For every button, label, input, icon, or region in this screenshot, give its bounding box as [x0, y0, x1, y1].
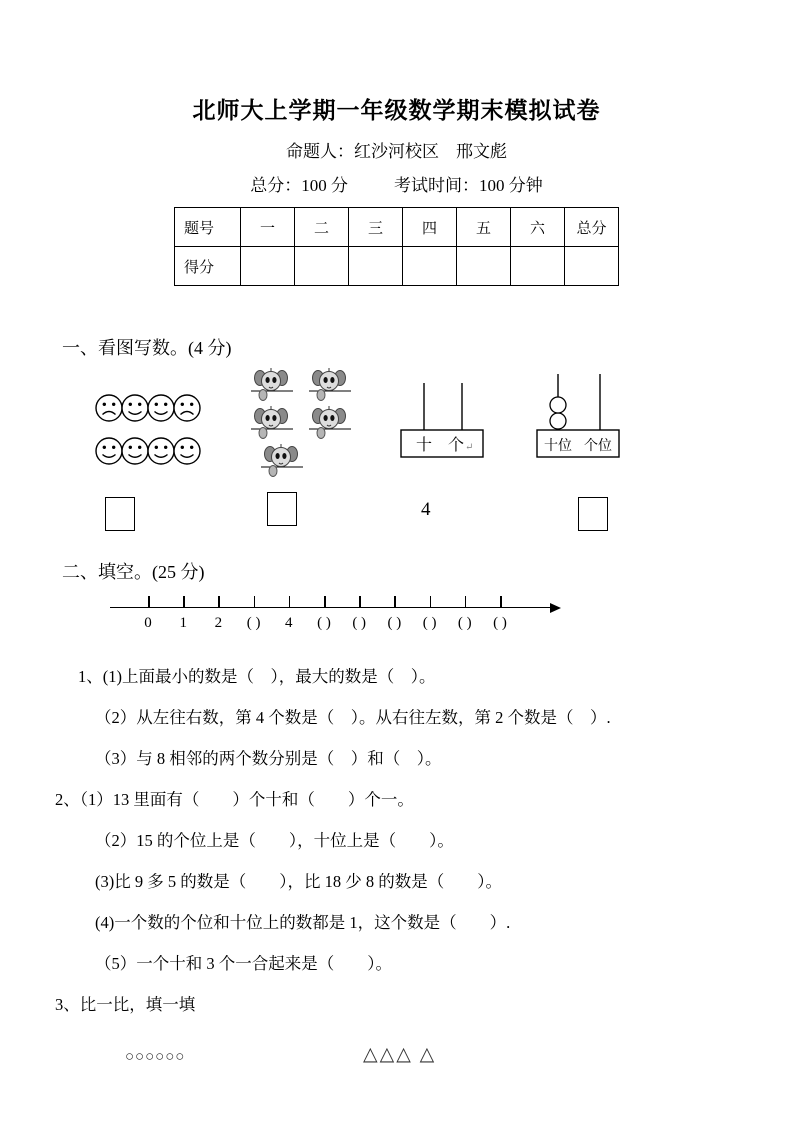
smiley-row [94, 436, 198, 466]
question-number-header: 题号 [175, 208, 241, 247]
number-line-label: ( ) [352, 615, 367, 631]
number-line-label: ( ) [387, 615, 402, 631]
score-row-label: 得分 [175, 247, 241, 286]
answer-box [267, 492, 297, 526]
fill-blank-question: （2）15 的个位上是（ ），十位上是（ ）。 [95, 831, 454, 850]
section-header-cell: 六 [511, 208, 565, 247]
tick-mark [148, 596, 150, 608]
page-title: 北师大上学期一年级数学期末模拟试卷 [192, 98, 601, 123]
number-line-label: ( ) [246, 615, 261, 631]
compare-shapes-row [0, 1041, 793, 1077]
score-cell-empty [403, 247, 457, 286]
number-line-label: 2 [214, 615, 223, 631]
number-line-label: 4 [285, 615, 293, 631]
number-line-label: ( ) [457, 615, 472, 631]
puppy-row [260, 444, 366, 478]
arrow-right-icon [550, 603, 561, 613]
smiley-row [94, 393, 198, 423]
tens-label: 十 [415, 437, 433, 454]
tick-mark [324, 596, 326, 608]
frown-face-icon [172, 393, 202, 423]
section-header-cell: 总分 [565, 208, 619, 247]
puppy-icon [250, 406, 294, 440]
score-cell-empty [349, 247, 403, 286]
score-table [174, 207, 619, 286]
fill-blank-question: （3）与 8 相邻的两个数分别是（ ）和（ ）。 [95, 749, 442, 768]
smile-face-icon [172, 436, 202, 466]
triangles-group: △△△ △ [363, 1044, 437, 1065]
puppy-icon [250, 368, 294, 402]
fill-in-blank-questions [0, 656, 793, 984]
section-header-cell: 五 [457, 208, 511, 247]
number-line-label: ( ) [493, 615, 507, 631]
fill-blank-question: （2）从左往右数，第 4 个数是（ ）。从右往左数，第 2 个数是（ ）. [95, 708, 611, 727]
tick-mark [359, 596, 361, 608]
section-header-cell: 二 [295, 208, 349, 247]
score-cell-empty [295, 247, 349, 286]
exam-setter-line: 命题人：红沙河校区 邢文彪 [286, 142, 507, 161]
bead-icon [550, 413, 566, 429]
fill-blank-question: （5）一个十和 3 个一合起来是（ ）。 [95, 954, 392, 973]
question3-text: 3、比一比，填一填 [55, 995, 196, 1014]
section1-heading: 一、看图写数。(4 分) [62, 338, 232, 358]
section-header-cell: 一 [241, 208, 295, 247]
puppies-group [250, 368, 366, 482]
number-line-label: 0 [144, 615, 152, 631]
score-cell-empty [565, 247, 619, 286]
return-mark-icon: ↵ [465, 442, 474, 453]
number-line-label: 1 [179, 615, 187, 631]
tick-mark [500, 596, 502, 608]
count-the-pictures-figures [0, 366, 793, 558]
tick-mark [289, 596, 291, 608]
score-cell-empty [511, 247, 565, 286]
tick-mark [218, 596, 220, 608]
tick-mark [394, 596, 396, 608]
fill-blank-question: 1、(1)上面最小的数是（ ），最大的数是（ ）。 [78, 667, 436, 686]
tick-mark [430, 596, 432, 608]
section-header-cell: 三 [349, 208, 403, 247]
answer-box [578, 497, 608, 531]
score-cell-empty [457, 247, 511, 286]
tick-mark [183, 596, 185, 608]
circles-group: ○○○○○○ [125, 1049, 186, 1065]
number-line-label: ( ) [317, 615, 331, 631]
fill-blank-question: (4)一个数的个位和十位上的数都是 1，这个数是（ ）. [95, 913, 511, 932]
bead-icon [550, 397, 566, 413]
given-number: 4 [421, 499, 431, 520]
puppy-icon [308, 368, 352, 402]
section-header-cell: 四 [403, 208, 457, 247]
place-value-chart-empty [398, 378, 486, 460]
fill-blank-question: (3)比 9 多 5 的数是（ ），比 18 少 8 的数是（ ）。 [95, 872, 502, 891]
number-line-label: ( ) [422, 615, 437, 631]
tick-mark [465, 596, 467, 608]
exam-time-text: 考试时间：100 分钟 [394, 176, 543, 195]
fill-blank-question: 2、（1）13 里面有（ ）个十和（ ）个一。 [55, 790, 414, 809]
smiley-faces-group [94, 393, 198, 479]
number-line [110, 592, 580, 642]
total-score-text: 总分：100 分 [250, 176, 348, 195]
ones-label: 个 [447, 437, 465, 454]
score-cell-empty [241, 247, 295, 286]
tens-place-label: 十位 [544, 439, 572, 454]
puppy-icon [260, 444, 304, 478]
puppy-row [250, 368, 366, 402]
place-value-chart-with-beads [534, 374, 622, 460]
tick-mark [254, 596, 256, 608]
number-line-axis [110, 607, 552, 608]
score-time-line [0, 171, 793, 196]
ones-place-label: 个位 [584, 439, 612, 454]
puppy-icon [308, 406, 352, 440]
puppy-row [250, 406, 366, 440]
section2-heading: 二、填空。(25 分) [62, 562, 205, 582]
answer-box [105, 497, 135, 531]
